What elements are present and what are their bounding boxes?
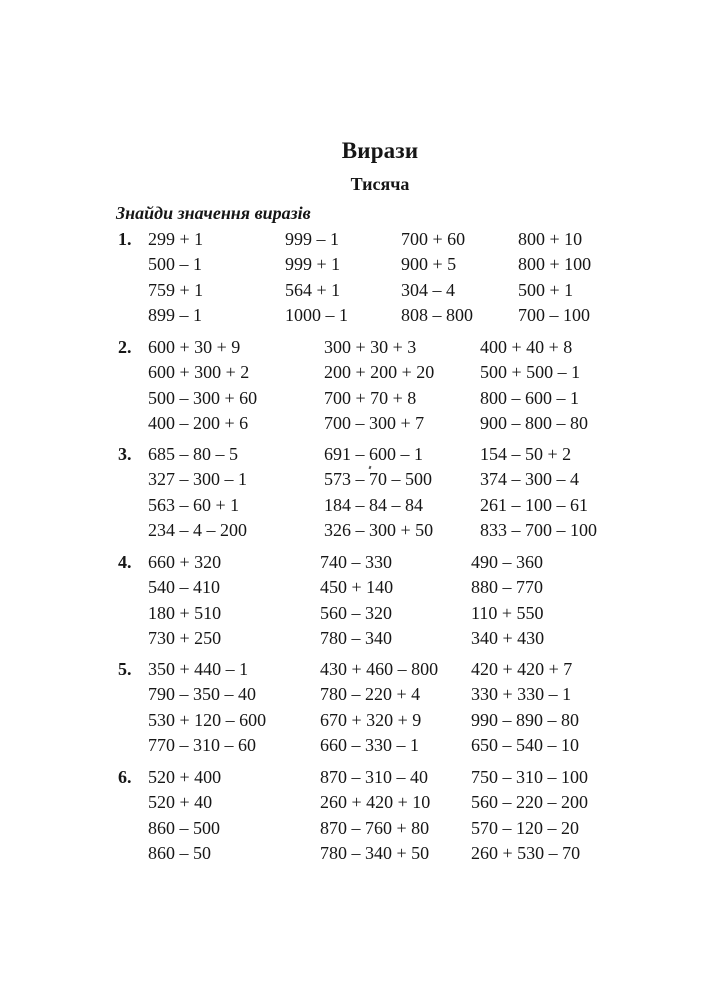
- expression: 260 + 420 + 10: [320, 792, 431, 813]
- exercise-number: 4.: [118, 552, 132, 572]
- expression: 691 – 600 – 1: [324, 444, 423, 464]
- expression: 300 + 30 + 3: [324, 337, 417, 357]
- expression: 660 + 320: [148, 552, 222, 572]
- expression: 560 – 220 – 200: [471, 792, 588, 813]
- expression: 184 – 84 – 84: [324, 494, 423, 515]
- expression: 573 – 70 – 500: [324, 469, 432, 490]
- expression: 750 – 310 – 100: [471, 767, 588, 787]
- expression: 870 – 310 – 40: [320, 767, 428, 787]
- expression: 500 – 1: [148, 254, 202, 275]
- expression: 490 – 360: [471, 552, 543, 572]
- expression: 330 + 330 – 1: [471, 684, 572, 705]
- expression: 800 – 600 – 1: [480, 387, 579, 408]
- expression: 563 – 60 + 1: [148, 494, 240, 515]
- expression: 299 + 1: [148, 229, 204, 249]
- expression: 110 + 550: [471, 602, 544, 623]
- page-title: Вирази: [341, 138, 419, 163]
- expression: 685 – 80 – 5: [148, 444, 238, 464]
- expression: 999 – 1: [285, 229, 339, 249]
- expression: 860 – 500: [148, 817, 220, 838]
- expression: 808 – 800: [401, 304, 473, 325]
- expression: 833 – 700 – 100: [480, 519, 597, 540]
- expression: 374 – 300 – 4: [480, 469, 579, 490]
- expression: 234 – 4 – 200: [148, 519, 247, 540]
- expression: 860 – 50: [148, 842, 211, 863]
- expression: 180 + 510: [148, 602, 222, 623]
- page-subtitle: Тисяча: [350, 174, 410, 194]
- expression: 780 – 340 + 50: [320, 842, 430, 863]
- expression: 350 + 440 – 1: [148, 659, 249, 679]
- expression: 600 + 30 + 9: [148, 337, 241, 357]
- expression: 880 – 770: [471, 577, 543, 598]
- task-instruction: Знайди значення виразів: [116, 203, 311, 223]
- expression: 899 – 1: [148, 304, 202, 325]
- expression: 790 – 350 – 40: [148, 684, 256, 705]
- expression: 200 + 200 + 20: [324, 362, 435, 383]
- expression: 260 + 530 – 70: [471, 842, 581, 863]
- expression: 730 + 250: [148, 627, 222, 648]
- expression: 570 – 120 – 20: [471, 817, 579, 838]
- expression: 700 – 100: [518, 304, 590, 325]
- expression: 154 – 50 + 2: [480, 444, 572, 464]
- expression: 500 + 1: [518, 279, 574, 300]
- expression: 660 – 330 – 1: [320, 734, 419, 755]
- expression: 800 + 100: [518, 254, 592, 275]
- expression: 326 – 300 + 50: [324, 519, 434, 540]
- expression: 400 – 200 + 6: [148, 412, 249, 433]
- expression: 740 – 330: [320, 552, 392, 572]
- exercise-number: 3.: [118, 444, 132, 464]
- expression: 430 + 460 – 800: [320, 659, 439, 679]
- expression: 800 + 10: [518, 229, 583, 249]
- expression: 564 + 1: [285, 279, 341, 300]
- expression: 560 – 320: [320, 602, 392, 623]
- expression: 450 + 140: [320, 577, 394, 598]
- exercise-number: 5.: [118, 659, 132, 679]
- expression: 261 – 100 – 61: [480, 494, 588, 515]
- expression: 600 + 300 + 2: [148, 362, 250, 383]
- expression: 870 – 760 + 80: [320, 817, 430, 838]
- expression: 700 + 70 + 8: [324, 387, 417, 408]
- expression: 540 – 410: [148, 577, 220, 598]
- expression: 304 – 4: [401, 279, 455, 300]
- expression: 1000 – 1: [285, 304, 348, 325]
- expression: 327 – 300 – 1: [148, 469, 247, 490]
- expression: 500 + 500 – 1: [480, 362, 581, 383]
- expression: 990 – 890 – 80: [471, 709, 579, 730]
- expression: 420 + 420 + 7: [471, 659, 573, 679]
- expression: 770 – 310 – 60: [148, 734, 256, 755]
- expression: 900 – 800 – 80: [480, 412, 588, 433]
- expression: 520 + 400: [148, 767, 222, 787]
- expression: 759 + 1: [148, 279, 204, 300]
- expression: 340 + 430: [471, 627, 545, 648]
- exercise-number: 2.: [118, 337, 132, 357]
- expression: 700 – 300 + 7: [324, 412, 425, 433]
- expression: 780 – 340: [320, 627, 392, 648]
- expression: 520 + 40: [148, 792, 213, 813]
- expression: 650 – 540 – 10: [471, 734, 579, 755]
- exercise-number: 6.: [118, 767, 132, 787]
- exercise-number: 1.: [118, 229, 132, 249]
- expression: 900 + 5: [401, 254, 457, 275]
- expression: 700 + 60: [401, 229, 466, 249]
- expression: 500 – 300 + 60: [148, 387, 258, 408]
- expression: 400 + 40 + 8: [480, 337, 573, 357]
- expression: 670 + 320 + 9: [320, 709, 422, 730]
- expression: 780 – 220 + 4: [320, 684, 421, 705]
- expression: 530 + 120 – 600: [148, 709, 267, 730]
- expression: 999 + 1: [285, 254, 341, 275]
